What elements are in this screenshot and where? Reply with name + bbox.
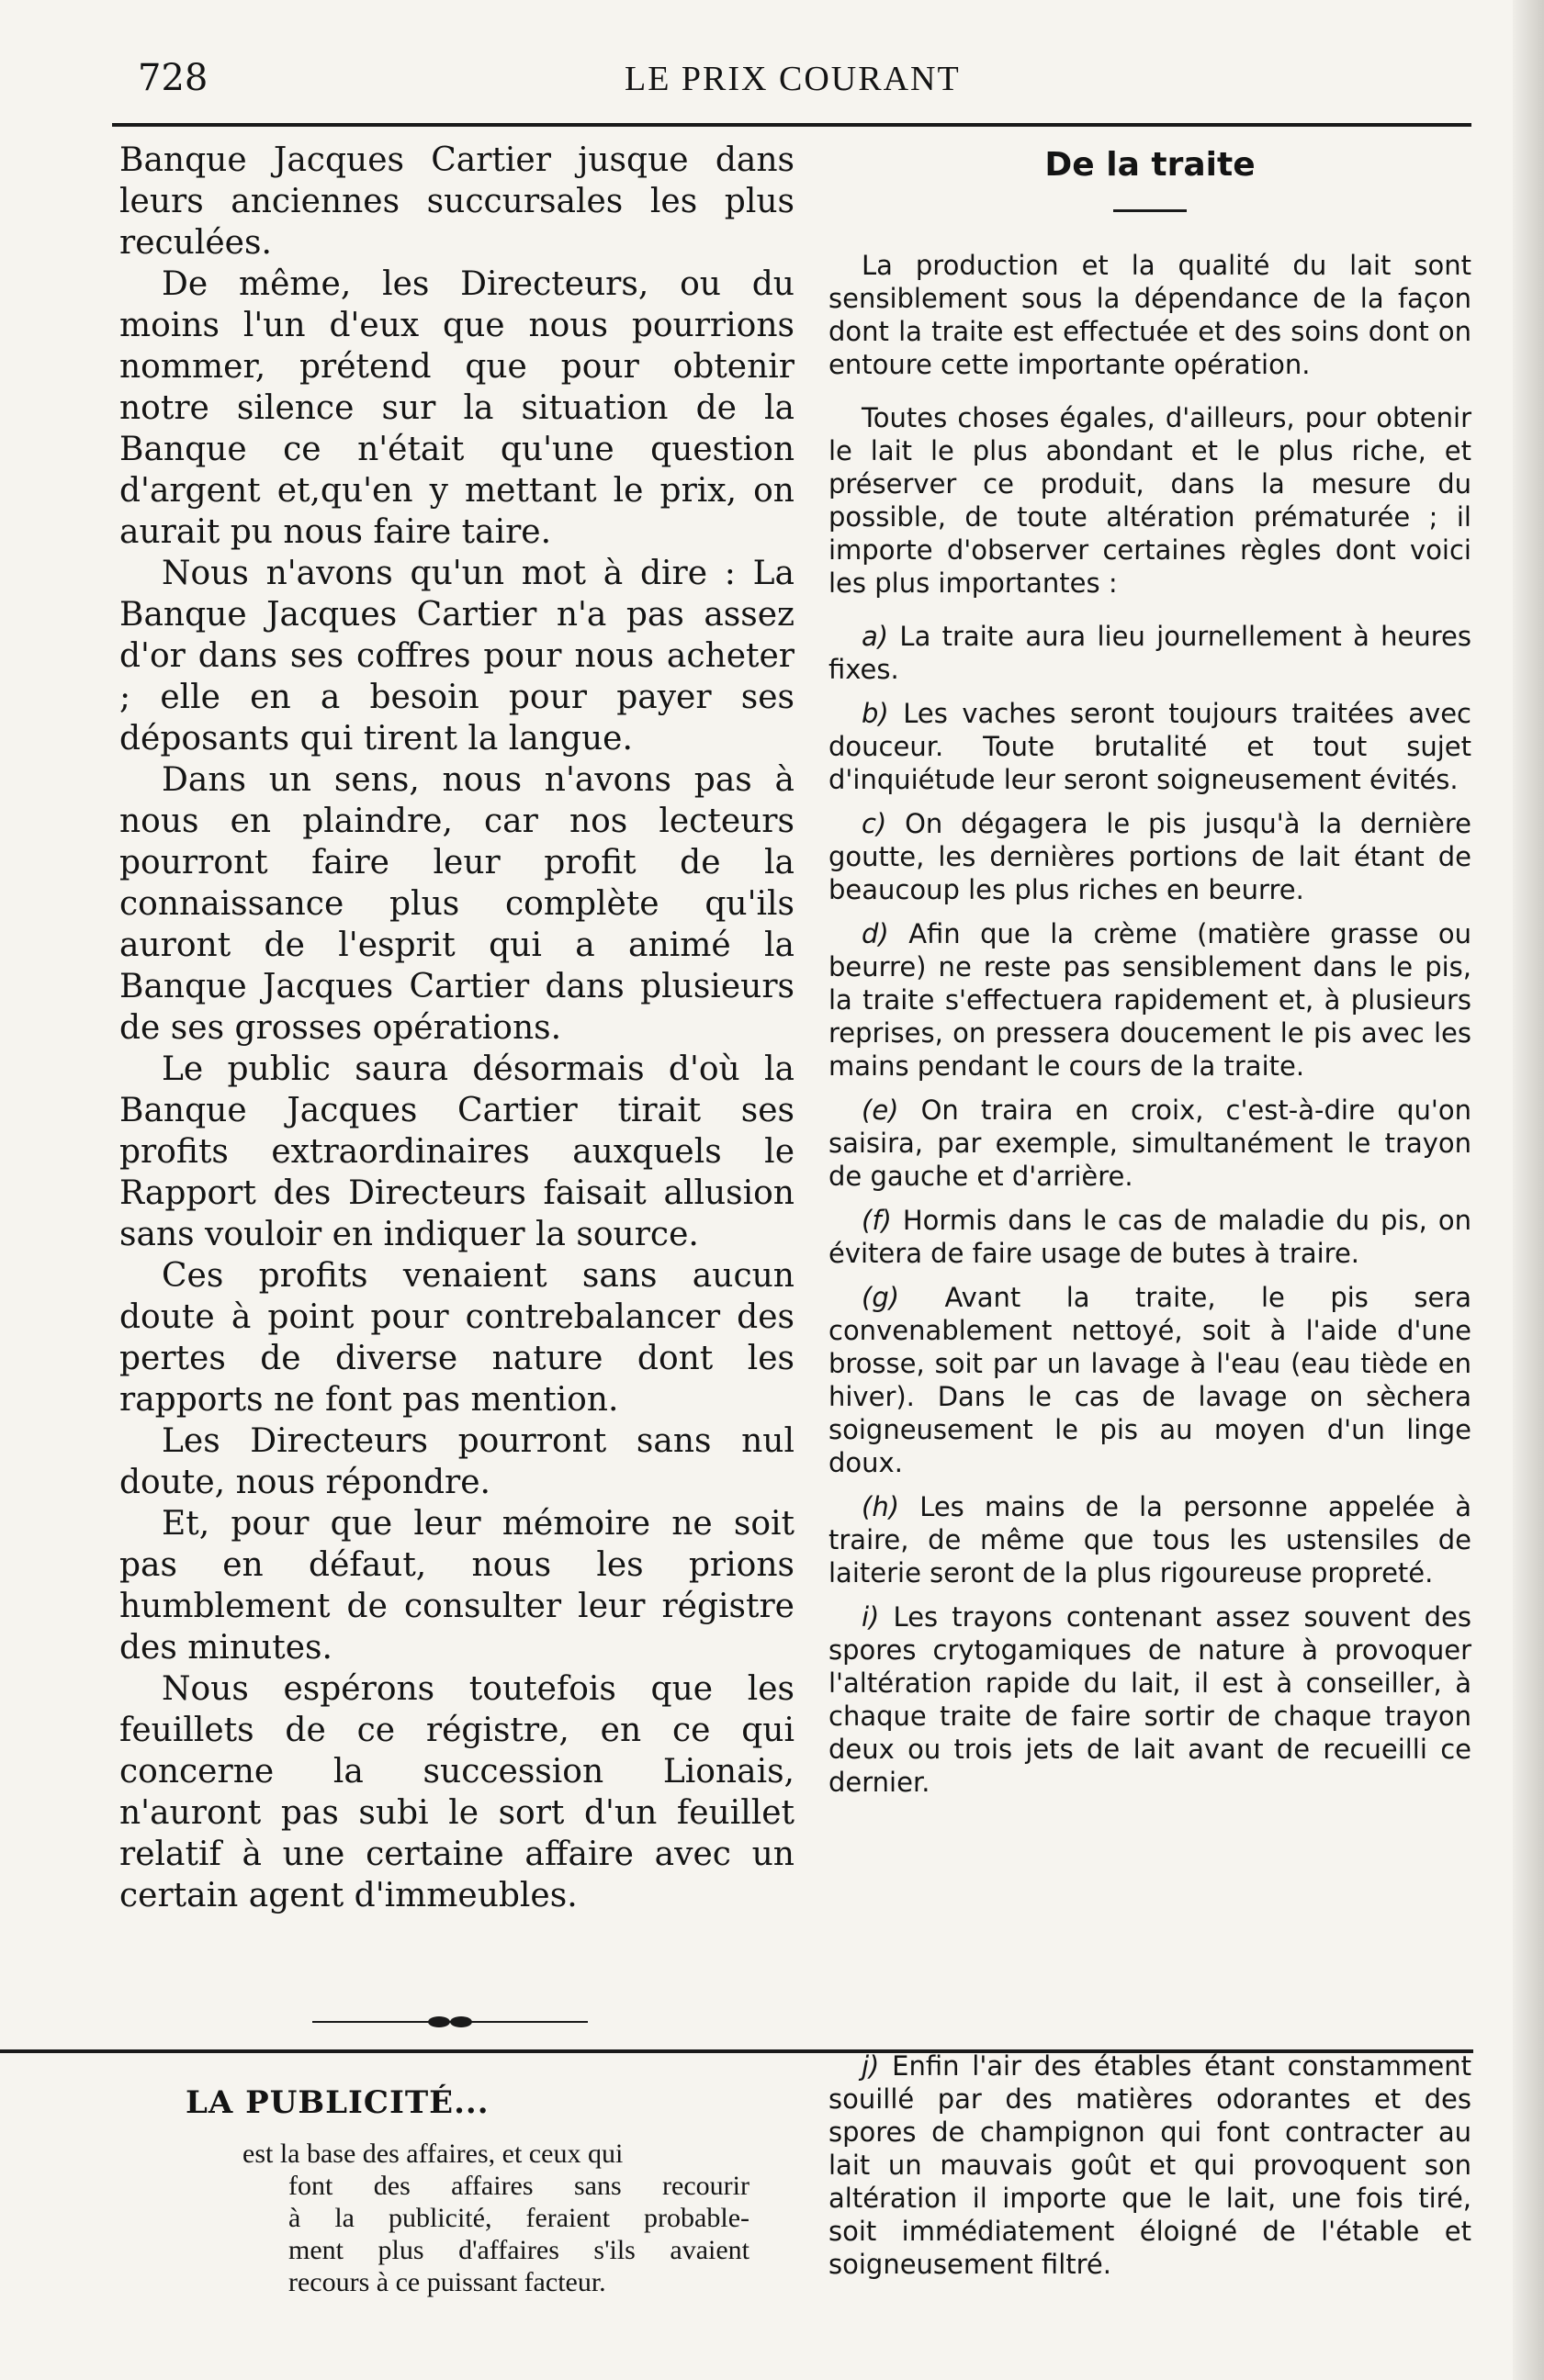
rule-letter: (f) <box>862 1205 892 1236</box>
rule-text: Avant la traite, le pis sera convenablement nettoyé, soit à l'aide d'une brosse, soit par un lavage à l'eau (eau tiède en hiver). Dans le cas de lavage on sèchera soigneusement le pis au moyen d'un linge doux. <box>828 1282 1471 1478</box>
rule-text: Les mains de la personne appelée à traire, de même que tous les ustensiles de laiterie seront de la plus rigoureuse propreté. <box>828 1491 1471 1589</box>
article-paragraph: Les Directeurs pourront sans nul doute, nous répondre. <box>119 1422 795 1501</box>
left-column-article <box>119 140 795 1916</box>
advert-line: ment plus d'affaires s'ils avaient <box>288 2235 749 2265</box>
rule-text: On dégagera le pis jusqu'à la dernière goutte, les dernières portions de lait étant de beaucoup les plus riches en beurre. <box>828 808 1472 905</box>
advert-line: est la base des affaires, et ceux qui <box>242 2139 624 2169</box>
rule-letter: b) <box>862 698 889 729</box>
intro-paragraph: La production et la qualité du lait sont sensiblement sous la dépendance de la façon dont la traite est effectuée et des soins dont on entoure cette importante opération. <box>828 250 1471 380</box>
journal-title: LE PRIX COURANT <box>625 60 961 98</box>
rule-item <box>828 1281 1471 1479</box>
article-paragraph: Dans un sens, nous n'avons pas à nous en plaindre, car nos lecteurs pourront faire leur profit de la connaissance plus complète qu'ils auront de l'esprit qui a animé la Banque Jacques Cartier dans plusieurs de ses grosses opérations. <box>119 761 795 1047</box>
rule-text: Afin que la crème (matière grasse ou beurre) ne reste pas sensiblement dans le pis, la traite s'effectuera rapidement et, à plusieurs reprises, on pressera doucement le pis avec les mains pendant le cours de la traite. <box>828 918 1471 1082</box>
advert-body <box>242 2138 749 2298</box>
ornament-divider <box>312 2011 588 2033</box>
rule-letter: d) <box>862 918 889 949</box>
rule-letter: j) <box>862 2050 880 2082</box>
advert-title: LA PUBLICITÉ... <box>186 2084 490 2121</box>
right-column-article <box>828 145 1471 1810</box>
rule-item <box>828 807 1471 906</box>
rule-text: Hormis dans le cas de maladie du pis, on évitera de faire usage de butes à traire. <box>828 1205 1471 1269</box>
rule-item <box>828 620 1471 686</box>
rule-item <box>828 1094 1471 1193</box>
rule-letter: (h) <box>862 1491 900 1522</box>
intro-paragraph: Toutes choses égales, d'ailleurs, pour obtenir le lait le plus abondant et le plus riche, et préserver ce produit, dans la mesure du possible, de toute altération prématurée ; il importe d'observer certaines règles dont voici les plus importantes : <box>828 402 1471 599</box>
rule-text: Les vaches seront toujours traitées avec douceur. Toute brutalité et tout sujet d'inquiétude leur seront soigneusement évités. <box>828 698 1472 795</box>
advert-line: recours à ce puissant facteur. <box>288 2267 606 2297</box>
rule-text: La traite aura lieu journellement à heures fixes. <box>828 621 1471 685</box>
advert-line: font des affaires sans recourir <box>288 2171 749 2201</box>
rule-item <box>828 1490 1471 1589</box>
header-rule <box>112 123 1471 127</box>
advert-line: à la publicité, feraient probable- <box>288 2203 749 2233</box>
article-paragraph: Nous n'avons qu'un mot à dire : La Banque Jacques Cartier n'a pas assez d'or dans ses coffres pour nous acheter ; elle en a besoin pour payer ses déposants qui tirent la langue. <box>119 555 795 758</box>
article-paragraph: Et, pour que leur mémoire ne soit pas en défaut, nous les prions humblement de consulter leur régistre des minutes. <box>119 1505 795 1667</box>
article-paragraph: De même, les Directeurs, ou du moins l'un d'eux que nous pourrions nommer, prétend que pour obtenir notre silence sur la situation de la Banque ce n'était qu'une question d'argent et,qu'en y mettant le prix, on aurait pu nous faire taire. <box>119 265 795 551</box>
rule-item <box>828 1204 1471 1270</box>
heading-rule <box>1113 209 1187 212</box>
page-number: 728 <box>138 57 208 99</box>
rule-item <box>828 2049 1471 2281</box>
page-edge-shadow <box>1513 0 1544 2380</box>
rule-letter: a) <box>862 621 889 652</box>
rule-text: Enfin l'air des étables étant constamment souillé par des matières odorantes et des spores de champignon qui font contracter au lait un mauvais goût et qui provoquent son altération il importe que le lait, une fois tiré, soit immédiatement éloigné de l'étable et soigneusement filtré. <box>828 2050 1471 2280</box>
rule-letter: i) <box>862 1601 880 1633</box>
rule-letter: (e) <box>862 1095 899 1126</box>
article-paragraph: Banque Jacques Cartier jusque dans leurs anciennes succursales les plus reculées. <box>119 141 795 262</box>
article-heading: De la traite <box>1044 146 1256 184</box>
article-paragraph: Ces profits venaient sans aucun doute à point pour contrebalancer des pertes de diverse nature dont les rapports ne font pas mention. <box>119 1257 795 1419</box>
rule-text: On traira en croix, c'est-à-dire qu'on saisira, par exemple, simultanément le trayon de gauche et d'arrière. <box>828 1095 1471 1192</box>
rule-item <box>828 697 1471 796</box>
rule-item <box>828 1600 1471 1799</box>
rule-letter: (g) <box>862 1282 900 1313</box>
rule-item <box>828 917 1471 1083</box>
rule-letter: c) <box>862 808 887 839</box>
article-paragraph: Nous espérons toutefois que les feuillets de ce régistre, en ce qui concerne la succession Lionais, n'auront pas subi le sort d'un feuillet relatif à une certaine affaire avec un certain agent d'immeubles. <box>119 1670 795 1914</box>
article-paragraph: Le public saura désormais d'où la Banque Jacques Cartier tirait ses profits extraordinaires auxquels le Rapport des Directeurs faisait allusion sans vouloir en indiquer la source. <box>119 1050 795 1253</box>
rule-text: Les trayons contenant assez souvent des spores crytogamiques de nature à provoquer l'altération rapide du lait, il est à conseiller, à chaque traite de faire sortir de chaque trayon deux ou trois jets de lait avant de recueilli ce dernier. <box>828 1601 1471 1798</box>
right-column-continuation <box>828 2049 1471 2281</box>
